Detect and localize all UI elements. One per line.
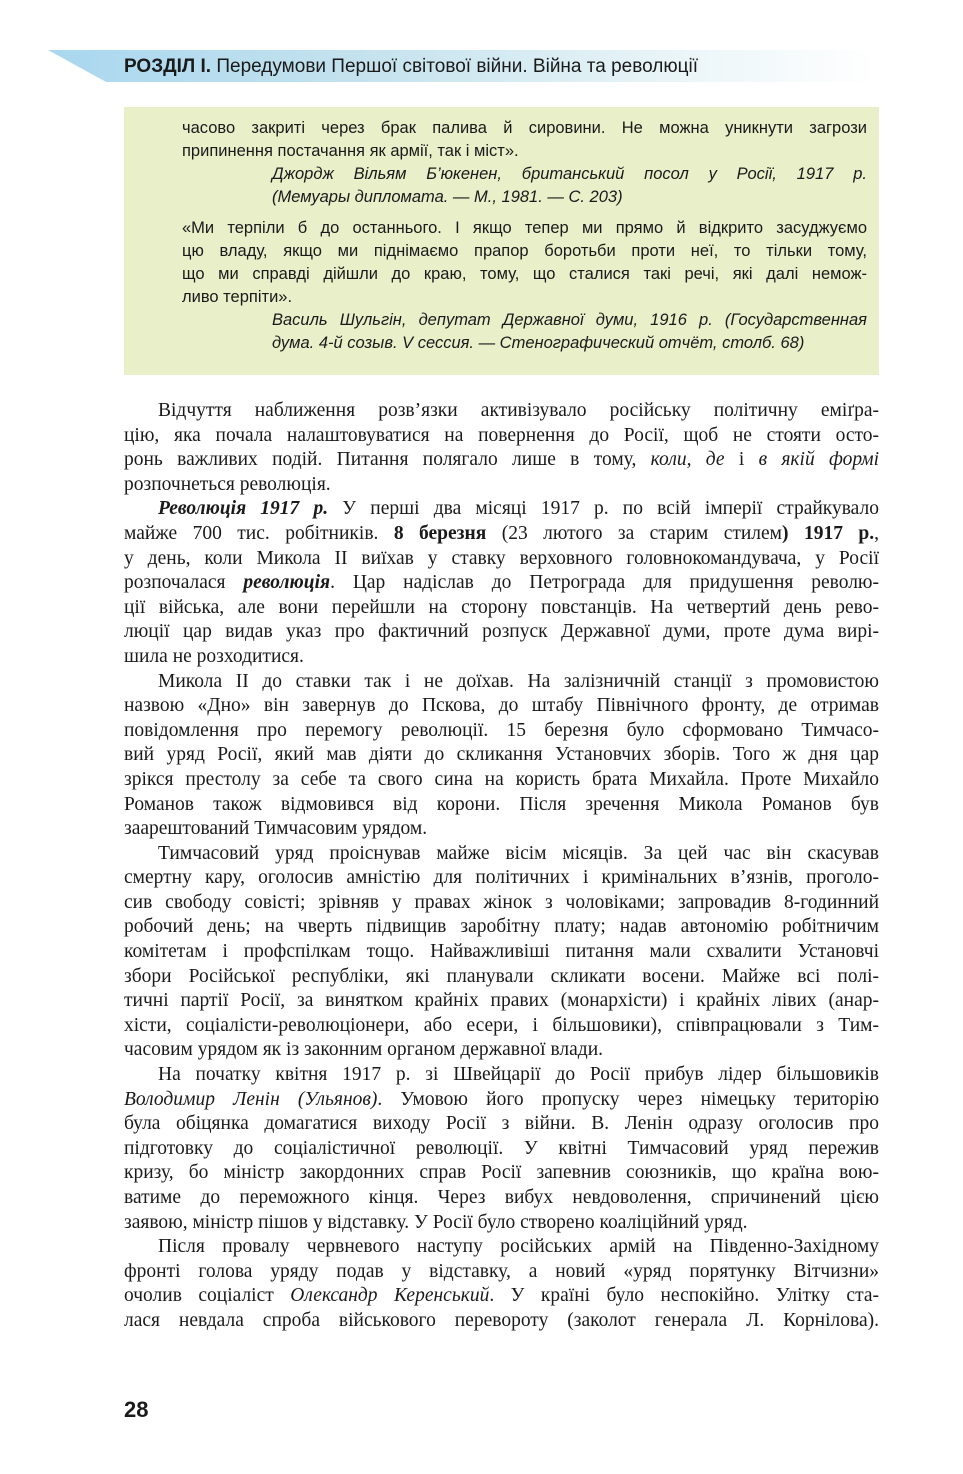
text-line [124, 448, 879, 473]
italic-name: Володимир Ленін (Ульянов) [124, 1088, 378, 1110]
text-span: майже 700 тис. робітників. [124, 522, 394, 544]
text-line: назвою «Дно» він завернув до Пскова, до штабу Північного фронту, де отримав [124, 695, 879, 717]
text-line: шила не розходитися. [124, 645, 304, 667]
text-line: люції цар видав указ про фактичний розпуск Державної думи, проте дума вирі- [124, 621, 879, 643]
text-span: (23 лютого за старим стилем [486, 522, 783, 544]
text-span: . Цар надіслав до Петрограда для придушення револю- [330, 572, 879, 594]
text-line: хісти, соціалісти-революціонери, або есери, і більшовики), співпрацювали з Тим- [124, 1014, 879, 1036]
text-line: зрікся престолу за себе та свого сина на користь брата Михайла. Проте Михайло [124, 768, 879, 790]
text-line: смертну кару, оголосив амністію для політичних і кримінальних в’язнів, проголо- [124, 867, 879, 889]
text-line: збори Російської республіки, які планували скликати восени. Майже всі полі- [124, 965, 879, 987]
text-span: розпочалася [124, 572, 244, 594]
text-line: Після провалу червневого наступу російських армій на Південно-Західному [158, 1236, 879, 1258]
italic-name: Олександр Керенський [290, 1285, 490, 1307]
text-line: заарештований Тимчасовим урядом. [124, 818, 428, 840]
italic-term: в якій формі [758, 449, 880, 471]
quote-line: що ми справді дійшли до краю, тому, що сталися такі речі, які далі немож- [182, 265, 867, 283]
page-number: 28 [124, 1397, 149, 1422]
text-line: лася невдала спроба військового перевороту (заколот генерала Л. Корнілова). [124, 1309, 879, 1331]
text-line: вий уряд Росії, який мав діяти до скликання Установчих зборів. Того ж дня цар [124, 744, 879, 766]
text-line: На початку квітня 1917 р. зі Швейцарії до Росії прибув лідер більшовиків [158, 1064, 879, 1086]
text-span: і [724, 449, 759, 471]
quote-line: цю владу, якщо ми піднімаємо прапор боротьби проти неї, то тільки тому, [182, 242, 867, 260]
text-line: Микола II до ставки так і не доїхав. На залізничній станції з промовистою [158, 670, 879, 692]
text-span: У перші два місяці 1917 р. по всій імперії страйкувало [328, 498, 879, 520]
bold-term: революція [243, 572, 331, 594]
text-line: сив свободу совісті; зрівняв у правах жінок з чоловіками; запровадив 8-годинний [124, 891, 879, 913]
text-line: заявою, міністр пішов у відставку. У Росії було створено коаліційний уряд. [124, 1211, 748, 1233]
quote-source: Василь Шульгін, депутат Державної думи, 1916 р. (Государственная [272, 311, 867, 329]
quote-box [124, 107, 879, 375]
text-line: Романов також відмовився від корони. Після зречення Микола Романов був [124, 793, 879, 815]
text-line: робочий день; на чверть підвищив заробітну плату; надав автономію робітничим [124, 916, 879, 938]
quote-source: дума. 4-й созыв. V сессия. — Стенографический отчёт, столб. 68) [272, 334, 805, 352]
paragraph-heading: Революція 1917 р. [158, 498, 329, 520]
text-line: підготовку до соціалістичної революції. У квітні Тимчасовий уряд пережив [124, 1137, 879, 1159]
text-line [124, 571, 879, 596]
text-span: , [874, 522, 879, 544]
quote-line: часово закриті через брак палива й сировини. Не можна уникнути загрози [182, 119, 867, 137]
bold-date: ) 1917 р. [782, 522, 875, 544]
text-line: часовим урядом як із законним органом державної влади. [124, 1039, 604, 1061]
quote-line: «Ми терпіли б до останнього. І якщо тепер ми прямо й відкрито засуджуємо [182, 219, 867, 237]
italic-term: коли, де [650, 449, 725, 471]
quote-line: припинення постачання як армії, так і міст». [182, 142, 519, 160]
text-line: Відчуття наближення розв’язки активізувало російську політичну еміґра- [158, 400, 879, 421]
text-line: повідомлення про перемогу революції. 15 березня було сформовано Тимчасо- [124, 719, 879, 741]
text-line: Тимчасовий уряд проіснував майже вісім місяців. За цей час він скасував [158, 842, 879, 864]
text-line: кризу, бо міністр закордонних справ Росії запевнив союзників, що країна вою- [124, 1162, 879, 1184]
body-text [124, 399, 879, 1334]
text-line: ції війська, але вони перейшли на сторону повстанців. На четвертий день рево- [124, 596, 879, 618]
text-line: тичні партії Росії, за винятком крайніх правих (монархісти) і крайніх лівих (анар- [124, 990, 879, 1012]
quote-source: (Мемуары дипломата. — М., 1981. — С. 203) [272, 188, 623, 206]
text-span: ронь важливих подій. Питання полягало лише в тому, [124, 449, 651, 471]
text-line [124, 1284, 879, 1309]
text-line: ватиме до переможного кінця. Через вибух невдоволення, спричинений цією [124, 1187, 879, 1208]
section-title: Передумови Першої світової війни. Війна та революції [211, 56, 698, 77]
text-line: комітетам і профспілкам тощо. Найважливіші питання мали схвалити Установчі [124, 941, 879, 963]
text-line [124, 522, 879, 547]
section-label: РОЗДІЛ І. [124, 56, 212, 77]
text-line: фронті голова уряду подав у відставку, а новий «уряд порятунку Вітчизни» [124, 1260, 879, 1282]
section-header [124, 53, 698, 81]
text-line [124, 497, 879, 522]
text-span: очолив соціаліст [124, 1285, 291, 1307]
text-line: розпочнеться революція. [124, 473, 331, 495]
text-line: цію, яка почала налаштовуватися на повернення до Росії, щоб не стояти осто- [124, 424, 879, 446]
text-line [124, 1088, 879, 1113]
text-line: у день, коли Микола II виїхав у ставку верховного головнокомандувача, у Росії [124, 547, 879, 569]
bold-date: 8 березня [393, 522, 487, 544]
text-line: була обіцянка домагатися виходу Росії з війни. В. Ленін одразу оголосив про [124, 1113, 879, 1135]
quote-line: ливо терпіти». [182, 288, 293, 306]
quote-source: Джордж Вільям Б’юкенен, британський посол у Росії, 1917 р. [272, 165, 867, 183]
text-span: . Умовою його пропуску через німецьку територію [377, 1088, 880, 1110]
text-span: . У країні було неспокійно. Улітку ста- [489, 1285, 879, 1307]
